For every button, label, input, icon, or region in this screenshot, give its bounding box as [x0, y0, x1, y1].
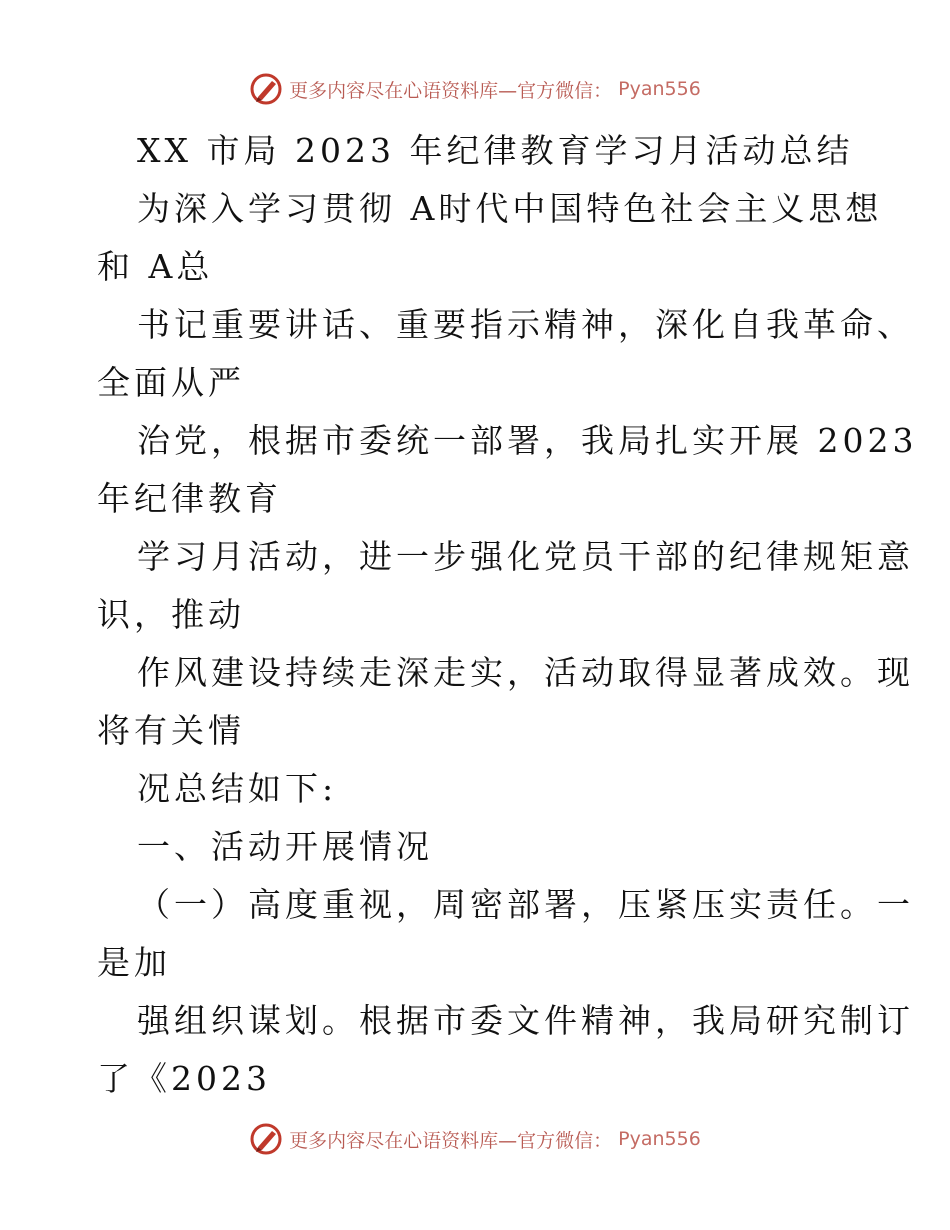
- document-body: [97, 122, 918, 1108]
- watermark-wechat-id: Pyan556: [618, 1128, 701, 1150]
- text-line: 学习月活动，进一步强化党员干部的纪律规矩意: [137, 537, 914, 576]
- pen-circle-logo-icon: [249, 72, 283, 106]
- footer-watermark: [0, 1122, 950, 1156]
- text-line: 了《2023: [97, 1059, 271, 1098]
- header-watermark: [0, 72, 950, 106]
- text-line: 将有关情: [97, 711, 245, 750]
- text-line: （一）高度重视，周密部署，压紧压实责任。一: [137, 885, 914, 924]
- watermark-text: 更多内容尽在心语资料库—官方微信：: [289, 1129, 613, 1152]
- pen-circle-logo-icon: [249, 1122, 283, 1156]
- text-line: 识，推动: [97, 595, 245, 634]
- text-line: 全面从严: [97, 363, 245, 402]
- text-line: 况总结如下:: [137, 769, 338, 808]
- text-line: 治党，根据市委统一部署，我局扎实开展 2023: [137, 421, 918, 460]
- text-line: XX 市局 2023 年纪律教育学习月活动总结: [137, 131, 854, 170]
- text-line: 年纪律教育: [97, 479, 282, 518]
- watermark-text: 更多内容尽在心语资料库—官方微信：: [289, 79, 613, 102]
- text-line: 和 A总: [97, 247, 214, 286]
- text-line: 强组织谋划。根据市委文件精神，我局研究制订: [137, 1001, 914, 1040]
- text-line: 是加: [97, 943, 171, 982]
- text-line: 为深入学习贯彻 A时代中国特色社会主义思想: [137, 189, 883, 228]
- text-line: 书记重要讲话、重要指示精神，深化自我革命、: [137, 305, 914, 344]
- watermark-wechat-id: Pyan556: [618, 78, 701, 100]
- text-line: 作风建设持续走深走实，活动取得显著成效。现: [137, 653, 914, 692]
- text-line: 一、活动开展情况: [137, 827, 433, 866]
